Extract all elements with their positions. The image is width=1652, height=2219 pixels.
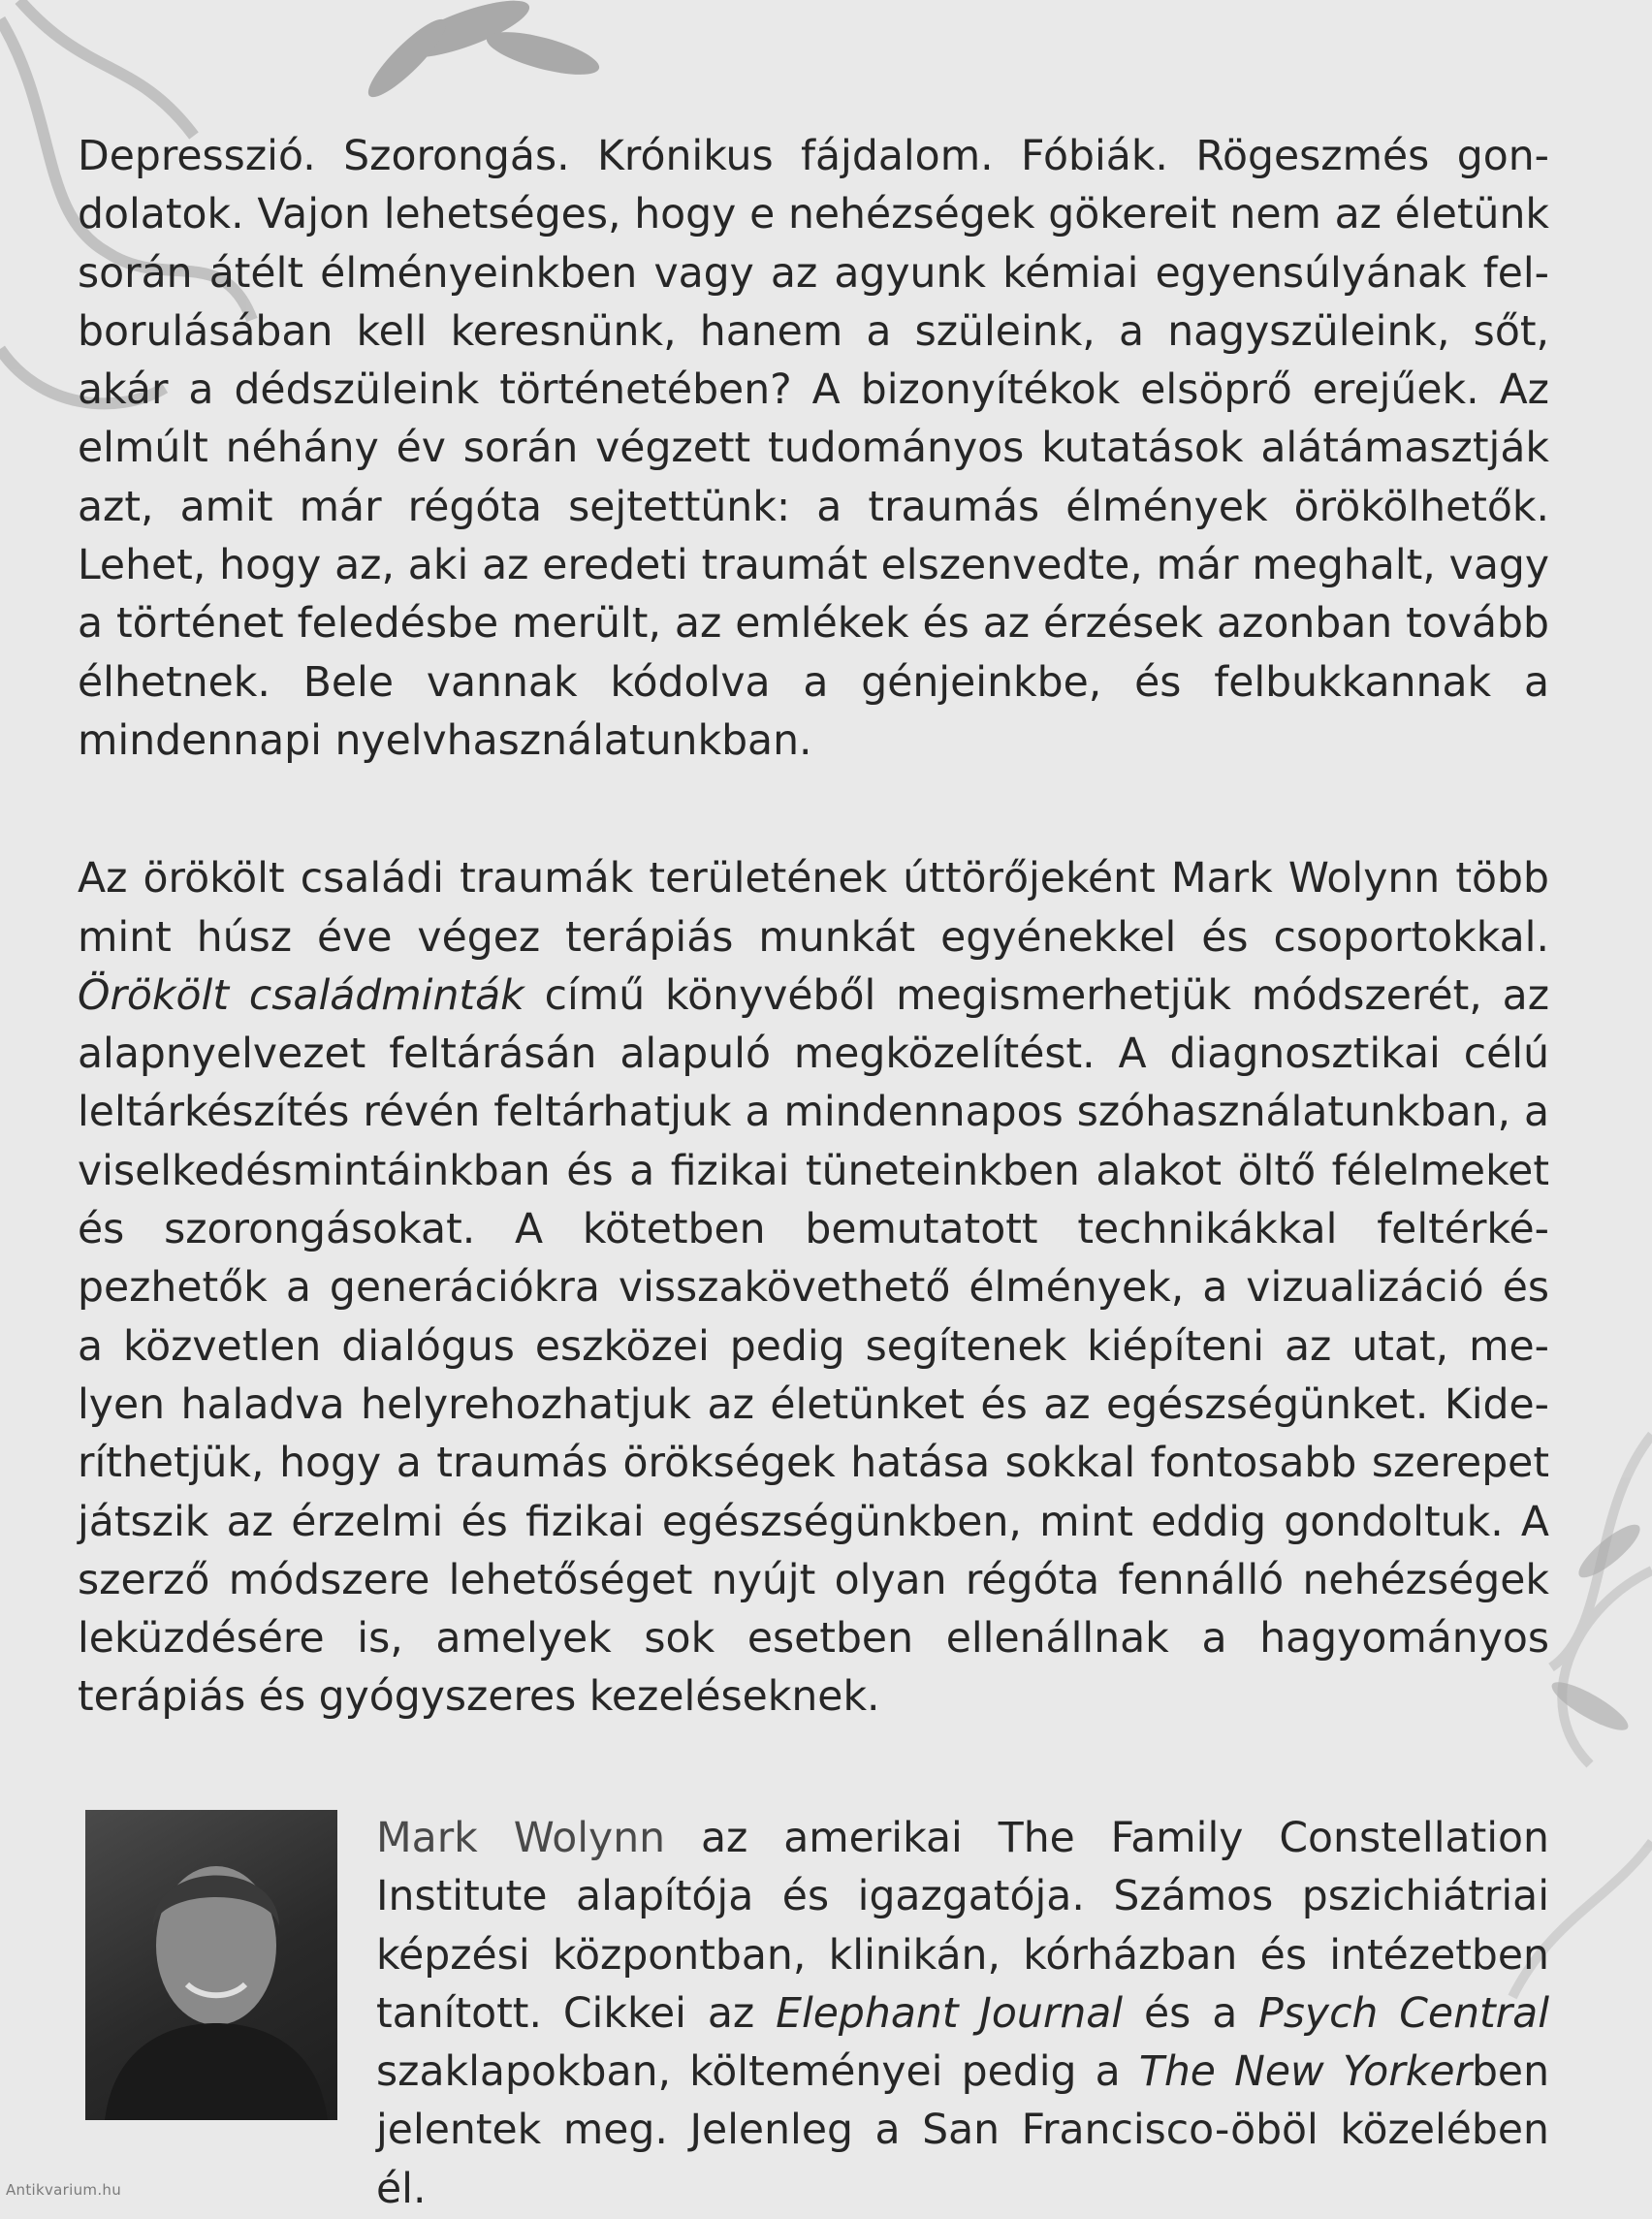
text-segment: Depresszió. Szorongás. Krónikus fájdalom. Fóbiák. Rögeszmés gondolatok. Vajon lehetséges, hogy e nehézségek gökereit nem az életünk során átélt élményeinkben vagy az agyunk kémiai egyensúlyának felborulásában kell keresnünk, hanem a szüleink, a nagyszüleink, sőt, akár a dédszüleink történetében? A bizonyítékok elsöprő erejűek. Az elmúlt néhány év során végzett tudományos kutatások alátámasztják azt, amit már régóta sejtettünk: a traumás élmények örökölhetők. Lehet, hogy az, aki az eredeti traumát elszenvedte, már meghalt, vagy a történet feledésbe merült, az emlékek és az érzések azonban tovább élhetnek. Bele vannak kódolva a génjeinkbe, és felbukkannak a mindennapi nyelvhasználatunkban.: [78, 133, 1549, 765]
author-name: Mark Wolynn: [376, 1815, 666, 1862]
text-segment: Az örökölt családi traumák területének úttörőjeként Mark Wolynn több mint húsz éve végez terápiás munkát egyénekkel és csoportokkal.: [78, 855, 1549, 962]
description-paragraph-2: [78, 850, 1549, 1727]
description-block: [78, 128, 1549, 1728]
text-segment: szaklapokban, költeményei pedig a: [376, 2048, 1139, 2097]
italic-title: Elephant Journal: [776, 1989, 1124, 2038]
text-segment: és a: [1123, 1989, 1259, 2038]
italic-title: The New Yorker: [1138, 2048, 1472, 2097]
author-bio-text: [376, 1810, 1549, 2219]
description-paragraph-1: [78, 128, 1549, 771]
text-segment: ben jelentek meg. Jelenleg a San Francisco-öböl közelében él.: [376, 2048, 1550, 2213]
text-segment: című könyvéből megismerhetjük módszerét, az alapnyelvezet feltárásán alapuló megközelítést. A diagnosztikai célú leltárkészítés révén feltárhatjuk a mindennapos szóhasználatunkban, a viselkedésmintáinkban és a fizikai tüneteinkben alakot öltő félelmeket és szorongásokat. A kötetben bemutatott technikákkal feltérképezhetők a generációkra visszakövethető élmények, a vizualizáció és a közvetlen dialógus eszközei pedig segítenek kiépíteni az utat, melyen haladva helyrehozhatjuk az életünket és az egészségünket. Kideríthetjük, hogy a traumás örökségek hatása sokkal fontosabb szerepet játszik az érzelmi és fizikai egészségünkben, mint eddig gondoltuk. A szerző módszere lehetőséget nyújt olyan régóta fennálló nehézségek leküzdésére is, amelyek sok esetben ellenállnak a hagyományos terápiás és gyógyszeres kezeléseknek.: [78, 971, 1549, 1722]
watermark: Antikvarium.hu: [6, 2181, 122, 2199]
text-segment: az amerikai The Family Constellation Institute alapítója és igazgatója. Számos pszichiátriai képzési központban, klinikán, kórházban és intézetben tanított. Cikkei az: [376, 1815, 1549, 2038]
italic-title: Psych Central: [1258, 1989, 1550, 2038]
author-bio: [85, 1810, 1549, 2219]
author-photo: [85, 1810, 337, 2120]
italic-title: Örökölt családminták: [78, 971, 524, 1020]
